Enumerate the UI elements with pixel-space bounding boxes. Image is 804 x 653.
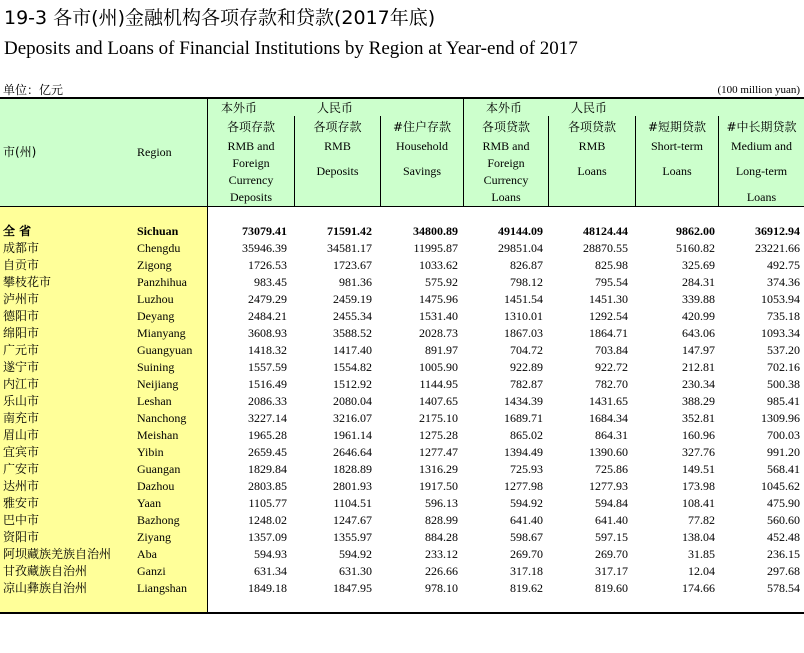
cell-value: 1033.62 xyxy=(419,258,458,272)
header-col4-cn: 各项贷款 xyxy=(481,120,530,134)
cell-value: 2080.04 xyxy=(333,394,372,408)
cell-value: 2086.33 xyxy=(248,394,287,408)
cell-value: 34581.17 xyxy=(327,241,372,255)
table-bottom-rule xyxy=(0,612,804,614)
header-col6-en-2: Loans xyxy=(662,164,692,178)
cell-value: 284.31 xyxy=(682,275,715,289)
cell-value: 1849.18 xyxy=(248,581,287,595)
cell-value: 597.15 xyxy=(595,530,628,544)
header-col2-en-1: RMB xyxy=(324,139,351,153)
cell-region-cn: 甘孜藏族自治州 xyxy=(3,564,88,578)
cell-value: 28870.55 xyxy=(583,241,628,255)
cell-value: 798.12 xyxy=(510,275,543,289)
header-city-cn: 市(州) xyxy=(3,145,37,159)
cell-value: 825.98 xyxy=(595,258,628,272)
cell-region-en: Zigong xyxy=(137,258,172,272)
cell-value: 374.36 xyxy=(767,275,800,289)
cell-value: 1451.30 xyxy=(589,292,628,306)
cell-value: 29851.04 xyxy=(498,241,543,255)
cell-region-en: Deyang xyxy=(137,309,175,323)
cell-region-cn: 雅安市 xyxy=(3,496,40,510)
cell-value: 1292.54 xyxy=(589,309,628,323)
table-row xyxy=(0,308,804,325)
cell-value: 3227.14 xyxy=(248,411,287,425)
cell-region-cn: 阿坝藏族羌族自治州 xyxy=(3,547,112,561)
cell-value: 108.41 xyxy=(682,496,715,510)
cell-region-en: Liangshan xyxy=(137,581,187,595)
cell-value: 560.60 xyxy=(767,513,800,527)
cell-region-cn: 遂宁市 xyxy=(3,360,40,374)
cell-value: 77.82 xyxy=(688,513,715,527)
cell-region-cn: 自贡市 xyxy=(3,258,40,272)
cell-value: 35946.39 xyxy=(242,241,287,255)
cell-value: 452.48 xyxy=(767,530,800,544)
cell-value: 594.92 xyxy=(339,547,372,561)
header-col1-en-3: Currency xyxy=(228,173,274,187)
cell-value: 9862.00 xyxy=(676,224,715,238)
table-row xyxy=(0,478,804,495)
table-row xyxy=(0,546,804,563)
cell-region-en: Panzhihua xyxy=(137,275,187,289)
cell-value: 1475.96 xyxy=(419,292,458,306)
cell-region-cn: 广元市 xyxy=(3,343,40,357)
header-col7-en-1: Medium and xyxy=(731,139,792,153)
table-row xyxy=(0,393,804,410)
header-col1-en-2: Foreign xyxy=(232,156,270,170)
table-row xyxy=(0,461,804,478)
cell-region-cn: 宜宾市 xyxy=(3,445,40,459)
cell-region-en: Aba xyxy=(137,547,157,561)
header-col3-en-2: Savings xyxy=(402,164,441,178)
cell-value: 475.90 xyxy=(767,496,800,510)
cell-region-en: Yibin xyxy=(137,445,164,459)
cell-value: 819.62 xyxy=(510,581,543,595)
cell-value: 641.40 xyxy=(510,513,543,527)
cell-value: 317.17 xyxy=(595,564,628,578)
cell-region-cn: 成都市 xyxy=(3,241,40,255)
table-row xyxy=(0,427,804,444)
cell-value: 782.87 xyxy=(510,377,543,391)
table-row xyxy=(0,580,804,597)
cell-value: 700.03 xyxy=(767,428,800,442)
cell-value: 420.99 xyxy=(682,309,715,323)
cell-region-en: Mianyang xyxy=(137,326,186,340)
cell-value: 226.66 xyxy=(425,564,458,578)
cell-value: 1309.96 xyxy=(761,411,800,425)
cell-value: 568.41 xyxy=(767,462,800,476)
table-row xyxy=(0,376,804,393)
cell-value: 3588.52 xyxy=(333,326,372,340)
cell-value: 1418.32 xyxy=(248,343,287,357)
header-col5-cn: 各项贷款 xyxy=(567,120,616,134)
cell-value: 884.28 xyxy=(425,530,458,544)
cell-value: 212.81 xyxy=(682,360,715,374)
cell-region-en: Chengdu xyxy=(137,241,181,255)
cell-value: 173.98 xyxy=(682,479,715,493)
cell-value: 352.81 xyxy=(682,411,715,425)
cell-value: 1105.77 xyxy=(248,496,287,510)
cell-value: 1394.49 xyxy=(504,445,543,459)
cell-value: 1248.02 xyxy=(248,513,287,527)
cell-value: 704.72 xyxy=(510,343,543,357)
cell-region-en: Sichuan xyxy=(137,224,179,238)
cell-value: 1407.65 xyxy=(419,394,458,408)
cell-value: 1965.28 xyxy=(248,428,287,442)
cell-value: 795.54 xyxy=(595,275,628,289)
header-col2-en-2: Deposits xyxy=(316,164,359,178)
cell-value: 160.96 xyxy=(682,428,715,442)
cell-region-cn: 德阳市 xyxy=(3,309,40,323)
cell-value: 23221.66 xyxy=(755,241,800,255)
cell-region-cn: 乐山市 xyxy=(3,394,40,408)
header-col3-cn: #住户存款 xyxy=(392,120,452,134)
cell-value: 1829.84 xyxy=(248,462,287,476)
cell-value: 891.97 xyxy=(425,343,458,357)
cell-value: 2659.45 xyxy=(248,445,287,459)
header-group-loan-rmb: 人民币 xyxy=(571,101,608,115)
cell-value: 826.87 xyxy=(510,258,543,272)
cell-value: 1277.98 xyxy=(504,479,543,493)
cell-value: 1917.50 xyxy=(419,479,458,493)
cell-value: 1390.60 xyxy=(589,445,628,459)
cell-region-cn: 达州市 xyxy=(3,479,40,493)
table-row xyxy=(0,342,804,359)
cell-region-cn: 南充市 xyxy=(3,411,40,425)
cell-value: 1417.40 xyxy=(333,343,372,357)
cell-region-en: Bazhong xyxy=(137,513,180,527)
cell-value: 1045.62 xyxy=(761,479,800,493)
cell-value: 991.20 xyxy=(767,445,800,459)
cell-value: 2484.21 xyxy=(248,309,287,323)
cell-region-en: Leshan xyxy=(137,394,172,408)
cell-value: 11995.87 xyxy=(413,241,458,255)
cell-value: 1451.54 xyxy=(504,292,543,306)
cell-value: 492.75 xyxy=(767,258,800,272)
cell-value: 1434.39 xyxy=(504,394,543,408)
cell-value: 596.13 xyxy=(425,496,458,510)
cell-value: 819.60 xyxy=(595,581,628,595)
table-row xyxy=(0,495,804,512)
header-col5-en-2: Loans xyxy=(577,164,607,178)
table-row xyxy=(0,240,804,257)
table-row xyxy=(0,257,804,274)
cell-value: 2803.85 xyxy=(248,479,287,493)
table-row xyxy=(0,444,804,461)
cell-value: 1316.29 xyxy=(419,462,458,476)
header-col4-en-1: RMB and xyxy=(482,139,530,153)
table-row xyxy=(0,274,804,291)
cell-value: 73079.41 xyxy=(242,224,287,238)
cell-value: 2646.64 xyxy=(333,445,372,459)
cell-value: 71591.42 xyxy=(327,224,372,238)
cell-value: 2175.10 xyxy=(419,411,458,425)
page-title-cn: 19-3 各市(州)金融机构各项存款和贷款(2017年底) xyxy=(4,7,436,29)
cell-value: 922.72 xyxy=(595,360,628,374)
cell-value: 1355.97 xyxy=(333,530,372,544)
page-title-en: Deposits and Loans of Financial Institutions by Region at Year-end of 2017 xyxy=(4,38,578,59)
cell-value: 339.88 xyxy=(682,292,715,306)
header-col6-en-1: Short-term xyxy=(651,139,703,153)
cell-value: 12.04 xyxy=(688,564,715,578)
cell-value: 575.92 xyxy=(425,275,458,289)
header-col7-cn: #中长期贷款 xyxy=(726,120,797,134)
cell-value: 31.85 xyxy=(688,547,715,561)
cell-value: 1726.53 xyxy=(248,258,287,272)
header-col1-en-4: Deposits xyxy=(230,190,272,204)
cell-region-en: Suining xyxy=(137,360,175,374)
cell-value: 782.70 xyxy=(595,377,628,391)
cell-region-en: Yaan xyxy=(137,496,162,510)
cell-value: 1531.40 xyxy=(419,309,458,323)
cell-region-cn: 全 省 xyxy=(3,224,32,238)
cell-region-en: Luzhou xyxy=(137,292,174,306)
cell-region-en: Neijiang xyxy=(137,377,179,391)
table-row xyxy=(0,410,804,427)
header-col5-en-1: RMB xyxy=(578,139,606,153)
cell-value: 725.86 xyxy=(595,462,628,476)
cell-value: 327.76 xyxy=(682,445,715,459)
unit-label-en: (100 million yuan) xyxy=(717,84,800,96)
cell-value: 594.84 xyxy=(595,496,628,510)
cell-value: 985.41 xyxy=(767,394,800,408)
header-col7-en-3: Loans xyxy=(746,190,777,204)
cell-value: 3216.07 xyxy=(333,411,372,425)
table-row xyxy=(0,359,804,376)
header-group-dep-rmb: 人民币 xyxy=(317,101,354,115)
header-region-en: Region xyxy=(137,145,172,159)
cell-value: 233.12 xyxy=(425,547,458,561)
cell-value: 1277.47 xyxy=(419,445,458,459)
cell-value: 174.66 xyxy=(682,581,715,595)
cell-region-en: Meishan xyxy=(137,428,179,442)
header-col2-cn: 各项存款 xyxy=(313,120,362,134)
cell-value: 725.93 xyxy=(510,462,543,476)
header-col4-en-2: Foreign xyxy=(487,156,525,170)
cell-region-en: Ganzi xyxy=(137,564,166,578)
cell-region-cn: 泸州市 xyxy=(3,292,40,306)
cell-value: 1961.14 xyxy=(333,428,372,442)
table-row xyxy=(0,512,804,529)
cell-value: 317.18 xyxy=(510,564,543,578)
cell-value: 1557.59 xyxy=(248,360,287,374)
cell-value: 1516.49 xyxy=(248,377,287,391)
cell-value: 1554.82 xyxy=(333,360,372,374)
header-col4-en-3: Currency xyxy=(483,173,529,187)
cell-value: 537.20 xyxy=(767,343,800,357)
cell-value: 631.30 xyxy=(339,564,372,578)
cell-region-cn: 凉山彝族自治州 xyxy=(3,581,88,595)
cell-value: 594.92 xyxy=(510,496,543,510)
cell-value: 48124.44 xyxy=(583,224,628,238)
cell-value: 865.02 xyxy=(510,428,543,442)
cell-value: 2459.19 xyxy=(333,292,372,306)
table-row xyxy=(0,563,804,580)
cell-value: 1357.09 xyxy=(248,530,287,544)
cell-value: 147.97 xyxy=(682,343,715,357)
cell-region-en: Guangan xyxy=(137,462,181,476)
table-row xyxy=(0,325,804,342)
cell-value: 1684.34 xyxy=(589,411,628,425)
cell-region-en: Guangyuan xyxy=(137,343,193,357)
header-col7-en-2: Long-term xyxy=(735,164,788,178)
cell-value: 1512.92 xyxy=(333,377,372,391)
header-col1-cn: 各项存款 xyxy=(226,120,275,134)
cell-value: 2028.73 xyxy=(419,326,458,340)
cell-value: 978.10 xyxy=(425,581,458,595)
table-row xyxy=(0,291,804,308)
cell-region-en: Nanchong xyxy=(137,411,187,425)
header-bottom-rule xyxy=(0,206,804,207)
cell-value: 922.89 xyxy=(510,360,543,374)
cell-value: 641.40 xyxy=(595,513,628,527)
cell-value: 236.15 xyxy=(767,547,800,561)
cell-value: 269.70 xyxy=(595,547,628,561)
cell-value: 828.99 xyxy=(425,513,458,527)
cell-value: 1867.03 xyxy=(504,326,543,340)
cell-value: 1144.95 xyxy=(419,377,458,391)
cell-value: 1828.89 xyxy=(333,462,372,476)
header-col1-en-1: RMB and xyxy=(227,139,275,153)
header-group-dep-lf: 本外币 xyxy=(221,101,258,115)
cell-value: 1275.28 xyxy=(419,428,458,442)
cell-value: 3608.93 xyxy=(248,326,287,340)
cell-value: 1005.90 xyxy=(419,360,458,374)
cell-value: 702.16 xyxy=(767,360,800,374)
cell-value: 703.84 xyxy=(595,343,628,357)
cell-value: 2801.93 xyxy=(333,479,372,493)
cell-value: 981.36 xyxy=(339,275,372,289)
cell-value: 325.69 xyxy=(682,258,715,272)
cell-value: 34800.89 xyxy=(413,224,458,238)
cell-region-cn: 巴中市 xyxy=(3,513,40,527)
table-row xyxy=(0,529,804,546)
cell-region-cn: 攀枝花市 xyxy=(3,275,52,289)
cell-value: 500.38 xyxy=(767,377,800,391)
table-top-rule xyxy=(0,97,804,99)
cell-value: 1104.51 xyxy=(333,496,372,510)
cell-value: 631.34 xyxy=(254,564,287,578)
cell-region-en: Ziyang xyxy=(137,530,171,544)
cell-value: 5160.82 xyxy=(676,241,715,255)
cell-value: 578.54 xyxy=(767,581,800,595)
cell-value: 1431.65 xyxy=(589,394,628,408)
cell-region-en: Dazhou xyxy=(137,479,175,493)
cell-value: 1053.94 xyxy=(761,292,800,306)
cell-value: 1277.93 xyxy=(589,479,628,493)
cell-value: 49144.09 xyxy=(498,224,543,238)
unit-label-cn: 单位：亿元 xyxy=(3,83,64,97)
cell-value: 388.29 xyxy=(682,394,715,408)
cell-value: 983.45 xyxy=(254,275,287,289)
cell-value: 36912.94 xyxy=(755,224,800,238)
cell-region-cn: 内江市 xyxy=(3,377,40,391)
cell-region-cn: 绵阳市 xyxy=(3,326,40,340)
cell-value: 138.04 xyxy=(682,530,715,544)
cell-region-cn: 广安市 xyxy=(3,462,40,476)
header-col3-en-1: Household xyxy=(396,139,448,153)
cell-value: 1689.71 xyxy=(504,411,543,425)
cell-value: 230.34 xyxy=(682,377,715,391)
cell-value: 269.70 xyxy=(510,547,543,561)
cell-value: 594.93 xyxy=(254,547,287,561)
cell-value: 1247.67 xyxy=(333,513,372,527)
header-group-loan-lf: 本外币 xyxy=(486,101,523,115)
cell-value: 1847.95 xyxy=(333,581,372,595)
cell-value: 1310.01 xyxy=(504,309,543,323)
cell-region-cn: 眉山市 xyxy=(3,428,40,442)
header-col4-en-4: Loans xyxy=(491,190,521,204)
cell-value: 1093.34 xyxy=(761,326,800,340)
cell-value: 598.67 xyxy=(510,530,543,544)
cell-value: 643.06 xyxy=(682,326,715,340)
cell-value: 2479.29 xyxy=(248,292,287,306)
cell-region-cn: 资阳市 xyxy=(3,530,40,544)
cell-value: 297.68 xyxy=(767,564,800,578)
table-row-total xyxy=(0,223,804,240)
cell-value: 2455.34 xyxy=(333,309,372,323)
cell-value: 149.51 xyxy=(682,462,715,476)
cell-value: 864.31 xyxy=(595,428,628,442)
cell-value: 735.18 xyxy=(767,309,800,323)
cell-value: 1864.71 xyxy=(589,326,628,340)
header-col6-cn: #短期贷款 xyxy=(647,120,707,134)
cell-value: 1723.67 xyxy=(333,258,372,272)
